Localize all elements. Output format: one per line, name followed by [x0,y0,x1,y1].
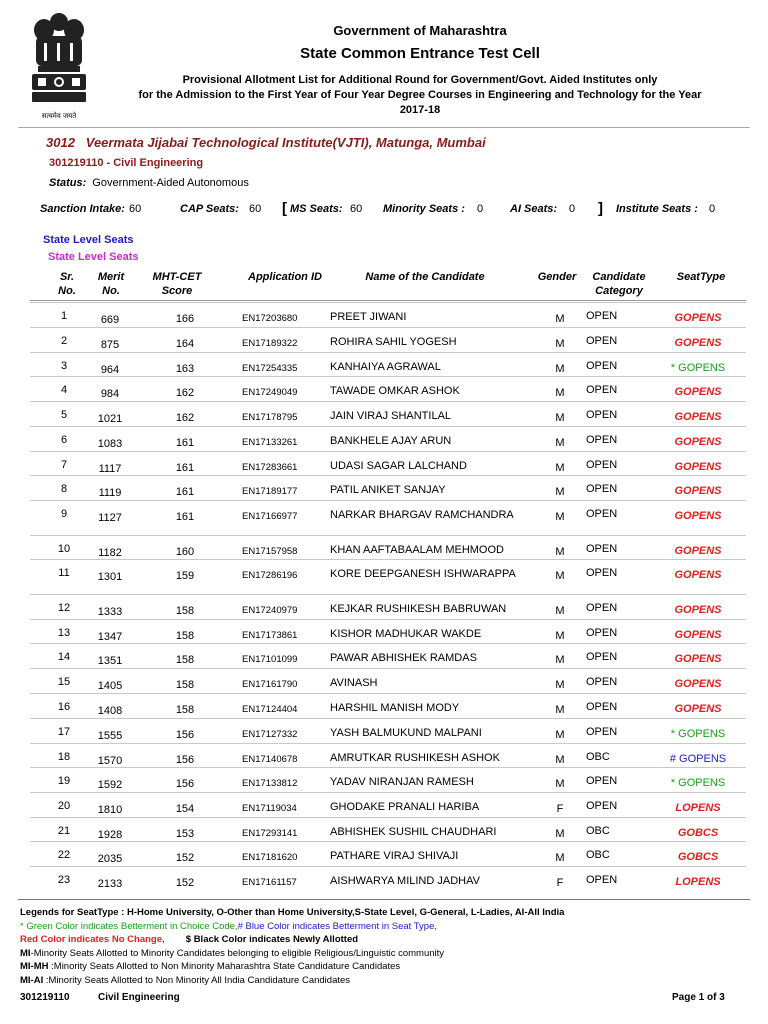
cell-candidate-name: KANHAIYA AGRAWAL [330,361,441,373]
row-divider [30,352,746,353]
footer-code: 301219110 [20,992,70,1003]
cell-merit-no: 1117 [98,463,122,475]
cell-candidate-name: UDASI SAGAR LALCHAND [330,460,467,472]
cell-seat-type: * GOPENS [670,777,726,789]
cell-category: OPEN [586,360,618,372]
col-sr-no: Sr. No. [58,271,76,297]
cell-seat-type: GOPENS [674,485,722,497]
ai-seats-value: 0 [569,203,576,215]
cell-seat-type: GOPENS [674,337,722,349]
cell-application-id: EN17166977 [242,511,298,522]
cell-candidate-name: KEJKAR RUSHIKESH BABRUWAN [330,603,507,615]
cell-merit-no: 669 [100,314,120,326]
cell-application-id: EN17127332 [242,729,298,740]
cell-category: OPEN [586,335,618,347]
col-merit-no: Merit No. [97,271,125,297]
legend-colors-2 [20,933,564,947]
cell-sr-no: 10 [57,543,71,555]
cell-gender: M [555,338,565,350]
cell-category: OPEN [586,483,618,495]
row-divider [30,817,746,818]
cell-seat-type: GOPENS [674,678,722,690]
cell-gender: M [555,754,565,766]
cell-gender: M [555,852,565,864]
cell-application-id: EN17240979 [242,605,298,616]
col-seat-type: SeatType [676,271,726,283]
cell-cet-score: 158 [175,605,195,617]
cell-category: OPEN [586,508,618,520]
row-divider [30,743,746,744]
cell-category: OPEN [586,543,618,555]
cell-cet-score: 158 [175,704,195,716]
cell-seat-type: GOPENS [674,604,722,616]
row-divider [30,718,746,719]
cell-candidate-name: KHAN AAFTABAALAM MEHMOOD [330,544,504,556]
cell-merit-no: 1083 [97,438,123,450]
row-divider [30,451,746,452]
row-divider [30,401,746,402]
cell-category: OBC [586,825,610,837]
subtitle-year: 2017-18 [399,104,441,116]
cell-category: OPEN [586,627,618,639]
cap-seats-label: CAP Seats: [180,203,239,215]
row-divider [30,866,746,867]
cell-cet-score: 160 [175,546,195,558]
row-divider [30,535,746,536]
cell-gender: M [555,679,565,691]
cell-merit-no: 1810 [97,804,123,816]
emblem-motto: सत्यमेव जयते [41,112,77,120]
cell-gender: M [555,704,565,716]
footer-branch: Civil Engineering [98,992,180,1003]
cell-candidate-name: PATIL ANIKET SANJAY [330,484,446,496]
cell-application-id: EN17119034 [242,803,297,814]
cell-application-id: EN17293141 [242,828,298,839]
header-divider [18,127,750,128]
ai-seats-label: AI Seats: [510,203,558,215]
cell-application-id: EN17101099 [242,654,298,665]
sanction-intake-label: Sanction Intake: [40,203,125,215]
cell-candidate-name: HARSHIL MANISH MODY [330,702,460,714]
cell-seat-type: GOPENS [674,545,722,557]
cell-candidate-name: PATHARE VIRAJ SHIVAJI [330,850,459,862]
cell-gender: F [556,877,564,889]
row-divider [30,475,746,476]
cell-sr-no: 3 [60,360,68,372]
cell-candidate-name: ABHISHEK SUSHIL CHAUDHARI [330,826,497,838]
cell-seat-type: GOBCS [677,827,719,839]
cell-merit-no: 1347 [97,631,123,643]
cell-seat-type: GOPENS [674,510,722,522]
row-divider [30,426,746,427]
cell-cet-score: 161 [175,462,195,474]
cell-gender: M [555,654,565,666]
cell-gender: M [555,437,565,449]
col-cet-score: MHT-CET Score [152,271,202,297]
cell-candidate-name: YADAV NIRANJAN RAMESH [330,776,474,788]
cell-category: OPEN [586,384,618,396]
table-header [0,270,768,302]
cell-application-id: EN17161790 [242,679,298,690]
cell-merit-no: 1333 [97,606,123,618]
row-divider [30,327,746,328]
cell-gender: M [555,412,565,424]
cell-candidate-name: AISHWARYA MILIND JADHAV [330,875,480,887]
cell-sr-no: 15 [57,676,71,688]
cell-merit-no: 964 [100,364,120,376]
cell-seat-type: GOPENS [674,629,722,641]
cell-category: OPEN [586,567,618,579]
cell-application-id: EN17254335 [242,363,298,374]
cell-gender: M [555,462,565,474]
cell-merit-no: 1928 [97,829,123,841]
section-heading: State Level Seats [43,234,134,246]
col-category: Candidate Category [592,271,646,297]
cell-merit-no: 984 [100,388,120,400]
cell-category: OPEN [586,409,618,421]
legend-mi-mh: MI-MH :Minority Seats Allotted to Non Minority Maharashtra State Candidature Candidates [20,961,401,972]
cell-cet-score: 152 [175,877,195,889]
cell-merit-no: 875 [100,339,120,351]
legend-seattype: Legends for SeatType : H-Home University, O-Other than Home University,S-State Level, G-General, L-Ladies, AI-All India [20,907,565,918]
row-divider [30,668,746,669]
cell-sr-no: 7 [60,459,68,471]
cell-candidate-name: GHODAKE PRANALI HARIBA [330,801,480,813]
cell-candidate-name: PAWAR ABHISHEK RAMDAS [330,652,477,664]
row-divider [30,302,746,303]
cell-seat-type: GOPENS [674,411,722,423]
cell-category: OPEN [586,676,618,688]
col-application-id: Application ID [248,271,322,283]
cell-category: OPEN [586,602,618,614]
cell-candidate-name: AVINASH [330,677,378,689]
cell-cet-score: 158 [175,630,195,642]
cell-application-id: EN17178795 [242,412,298,423]
cell-sr-no: 1 [60,310,68,322]
cell-cet-score: 154 [175,803,195,815]
cell-seat-type: GOPENS [674,569,722,581]
cell-gender: M [555,546,565,558]
cell-merit-no: 2133 [97,878,123,890]
cell-title: State Common Entrance Test Cell [300,45,540,62]
cell-gender: M [555,511,565,523]
row-divider [30,841,746,842]
government-title: Government of Maharashtra [333,23,507,38]
cap-seats-value: 60 [249,203,262,215]
cell-application-id: EN17173861 [242,630,298,641]
cell-seat-type: * GOPENS [670,362,726,374]
lion-capital-icon [24,8,94,108]
cell-candidate-name: AMRUTKAR RUSHIKESH ASHOK [330,752,500,764]
cell-sr-no: 21 [57,825,71,837]
cell-candidate-name: TAWADE OMKAR ASHOK [330,385,460,397]
cell-sr-no: 18 [57,751,71,763]
cell-seat-type: # GOPENS [669,753,727,765]
cell-merit-no: 1119 [98,487,122,499]
cell-category: OPEN [586,775,618,787]
cell-gender: M [555,605,565,617]
cell-cet-score: 153 [175,828,195,840]
cell-sr-no: 20 [57,800,71,812]
cell-application-id: EN17140678 [242,754,298,765]
open-bracket: [ [282,200,287,217]
cell-cet-score: 159 [175,570,195,582]
cell-sr-no: 5 [60,409,68,421]
cell-seat-type: GOBCS [677,851,719,863]
cell-candidate-name: YASH BALMUKUND MALPANI [330,727,482,739]
cell-gender: M [555,778,565,790]
row-divider [30,500,746,501]
cell-cet-score: 156 [175,778,195,790]
cell-sr-no: 16 [57,701,71,713]
cell-application-id: EN17133812 [242,778,298,789]
legend-black: $ Black Color indicates Newly Allotted [185,934,359,945]
cell-sr-no: 19 [57,775,71,787]
status-value: Government-Aided Autonomous [92,177,249,189]
cell-cet-score: 152 [175,852,195,864]
cell-category: OPEN [586,726,618,738]
legend-green: * Green Color indicates Betterment in Choice Code, [20,920,238,932]
legend-mi: MI-Minority Seats Allotted to Minority Candidates belonging to eligible Religious/Linguistic community [20,947,445,959]
institute-name: Veermata Jijabai Technological Institute(VJTI), Matunga, Mumbai [85,135,486,150]
cell-candidate-name: NARKAR BHARGAV RAMCHANDRA [330,509,514,521]
subtitle-line-1: Provisional Allotment List for Additional Round for Government/Govt. Aided Institutes only [182,74,658,86]
cell-sr-no: 23 [57,874,71,886]
cell-gender: M [555,363,565,375]
cell-sr-no: 12 [57,602,71,614]
close-bracket: ] [598,200,603,217]
cell-sr-no: 8 [60,483,68,495]
cell-merit-no: 2035 [97,853,123,865]
cell-cet-score: 158 [175,654,195,666]
cell-merit-no: 1351 [97,655,123,667]
subsection-heading: State Level Seats [48,251,139,263]
footer-divider [18,899,750,900]
cell-seat-type: GOPENS [674,312,722,324]
cell-seat-type: GOPENS [674,386,722,398]
cell-application-id: EN17286196 [242,570,298,581]
cell-gender: M [555,486,565,498]
cell-merit-no: 1182 [98,547,122,559]
cell-cet-score: 163 [175,363,195,375]
sanction-intake-value: 60 [129,203,142,215]
state-emblem [24,8,94,124]
cell-application-id: EN17283661 [242,462,298,473]
cell-cet-score: 161 [175,511,195,523]
cell-gender: M [555,313,565,325]
cell-category: OPEN [586,459,618,471]
cell-category: OPEN [586,701,618,713]
cell-gender: F [556,803,564,815]
cell-candidate-name: ROHIRA SAHIL YOGESH [330,336,457,348]
legend-red: Red Color indicates No Change, [20,934,165,945]
cell-gender: M [555,570,565,582]
cell-application-id: EN17161157 [242,877,297,888]
cell-candidate-name: KISHOR MADHUKAR WAKDE [330,628,482,640]
cell-category: OPEN [586,800,618,812]
row-divider [30,767,746,768]
cell-category: OPEN [586,651,618,663]
cell-cet-score: 162 [175,387,195,399]
cell-merit-no: 1301 [97,571,123,583]
cell-application-id: EN17189322 [242,338,298,349]
cell-application-id: EN17133261 [242,437,298,448]
cell-application-id: EN17124404 [242,704,298,715]
cell-cet-score: 156 [175,754,195,766]
cell-cet-score: 166 [175,313,195,325]
institute-status [49,177,249,189]
minority-seats-value: 0 [477,203,484,215]
ms-seats-value: 60 [350,203,363,215]
row-divider [30,619,746,620]
cell-seat-type: LOPENS [675,802,721,814]
col-gender: Gender [537,271,577,283]
cell-application-id: EN17157958 [242,546,298,557]
document-subtitle [100,73,740,118]
cell-category: OBC [586,751,610,763]
cell-merit-no: 1408 [97,705,123,717]
header-rule [30,300,746,301]
cell-cet-score: 162 [175,412,195,424]
cell-cet-score: 161 [175,486,195,498]
cell-gender: M [555,729,565,741]
cell-sr-no: 2 [60,335,68,347]
cell-sr-no: 14 [57,651,71,663]
institute-seats-value: 0 [709,203,716,215]
cell-application-id: EN17249049 [242,387,298,398]
cell-application-id: EN17181620 [242,852,298,863]
row-divider [30,792,746,793]
cell-sr-no: 17 [57,726,71,738]
cell-category: OPEN [586,434,618,446]
cell-sr-no: 9 [60,508,68,520]
cell-cet-score: 156 [175,729,195,741]
cell-merit-no: 1127 [98,512,122,524]
cell-application-id: EN17189177 [242,486,298,497]
legend-blue: # Blue Color indicates Betterment in Seat Type, [237,920,437,932]
cell-candidate-name: JAIN VIRAJ SHANTILAL [330,410,452,422]
minority-seats-label: Minority Seats : [383,203,465,215]
subtitle-line-2: for the Admission to the First Year of Four Year Degree Courses in Engineering and Technology for the Year [138,89,702,101]
cell-sr-no: 4 [60,384,68,396]
institute-seats-label: Institute Seats : [616,203,698,215]
row-divider [30,376,746,377]
legend-colors-1 [20,920,564,934]
branch-title: 301219110 - Civil Engineering [49,157,204,169]
cell-sr-no: 13 [57,627,71,639]
cell-candidate-name: BANKHELE AJAY ARUN [330,435,452,447]
cell-seat-type: GOPENS [674,703,722,715]
cell-seat-type: GOPENS [674,436,722,448]
cell-merit-no: 1021 [97,413,123,425]
cell-cet-score: 161 [175,437,195,449]
cell-sr-no: 22 [57,849,71,861]
cell-merit-no: 1555 [97,730,123,742]
institute-code: 3012 [46,135,75,150]
cell-gender: M [555,828,565,840]
row-divider [30,643,746,644]
cell-merit-no: 1405 [97,680,123,692]
cell-cet-score: 158 [175,679,195,691]
row-divider [30,559,746,560]
cell-merit-no: 1570 [97,755,123,767]
cell-candidate-name: PREET JIWANI [330,311,407,323]
ms-seats-label: MS Seats: [290,203,343,215]
cell-sr-no: 11 [58,567,70,579]
cell-gender: M [555,630,565,642]
page-number: Page 1 of 3 [672,992,725,1003]
cell-seat-type: LOPENS [675,876,721,888]
row-divider [30,693,746,694]
cell-cet-score: 164 [175,338,195,350]
cell-candidate-name: KORE DEEPGANESH ISHWARAPPA [330,568,516,580]
status-label: Status: [49,177,87,189]
cell-merit-no: 1592 [97,779,123,791]
cell-seat-type: GOPENS [674,461,722,473]
cell-seat-type: * GOPENS [670,728,726,740]
legend-mi-ai: MI-AI :Minority Seats Allotted to Non Minority All India Candidature Candidates [20,974,351,986]
legend [20,906,564,987]
cell-category: OPEN [586,310,618,322]
cell-gender: M [555,387,565,399]
cell-category: OPEN [586,874,618,886]
cell-category: OBC [586,849,610,861]
institute-title [46,135,486,150]
cell-application-id: EN17203680 [242,313,298,324]
col-candidate-name: Name of the Candidate [365,271,485,283]
cell-seat-type: GOPENS [674,653,722,665]
row-divider [30,594,746,595]
cell-sr-no: 6 [60,434,68,446]
seat-summary [0,200,768,219]
